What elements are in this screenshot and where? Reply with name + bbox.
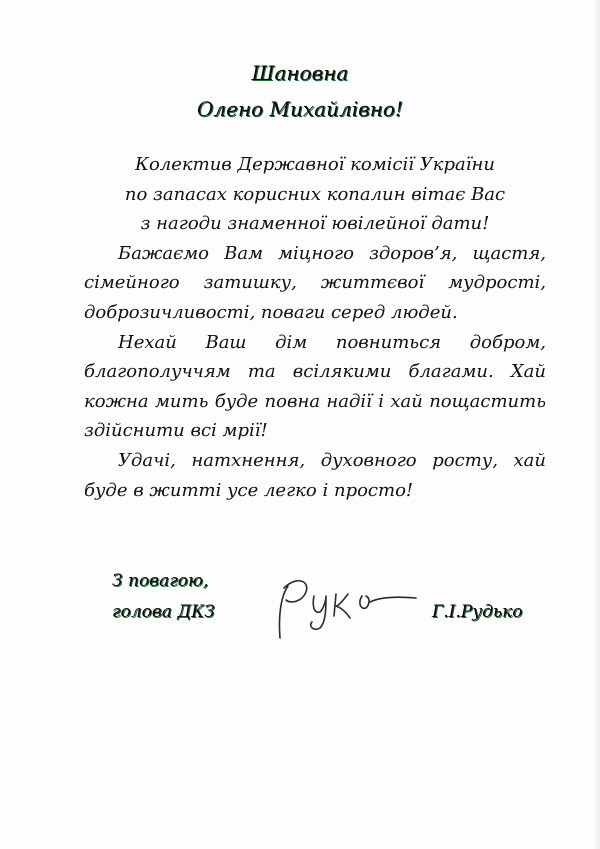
paragraph-greeting	[84, 150, 546, 239]
salutation-line-1: Шановна	[251, 61, 349, 85]
paragraph-home: Нехай Ваш дім повниться добром, благополуччям та всілякими благами. Хай кожна мить буде повна надії і хай пощастить здійснити всі мрії!	[84, 331, 546, 442]
handwritten-signature	[266, 566, 426, 646]
closing-line-2: голова ДКЗ	[112, 602, 215, 622]
greeting-line-1: Колектив Державної комісії України	[135, 154, 495, 175]
greeting-line-3: з нагоди знаменної ювілейної дати!	[140, 213, 490, 235]
signatory-name: Г.І.Рудько	[432, 602, 523, 622]
closing-line-1: З повагою,	[112, 571, 209, 591]
salutation-line-2: Олено Михайлівно!	[196, 97, 403, 121]
closing-block	[112, 566, 215, 628]
page-edge-shade	[594, 0, 600, 849]
letter-body	[84, 150, 546, 505]
paragraph-success: Удачі, натхнення, духовного росту, хай буде в житті усе легко і просто!	[84, 449, 546, 501]
paragraph-wishes: Бажаємо Вам міцного здоров’я, щастя, сімейного затишку, життєвої мудрості, доброзичливості, поваги серед людей.	[84, 242, 546, 323]
greeting-line-2: по запасах корисних копалин вітає Вас	[124, 183, 506, 205]
